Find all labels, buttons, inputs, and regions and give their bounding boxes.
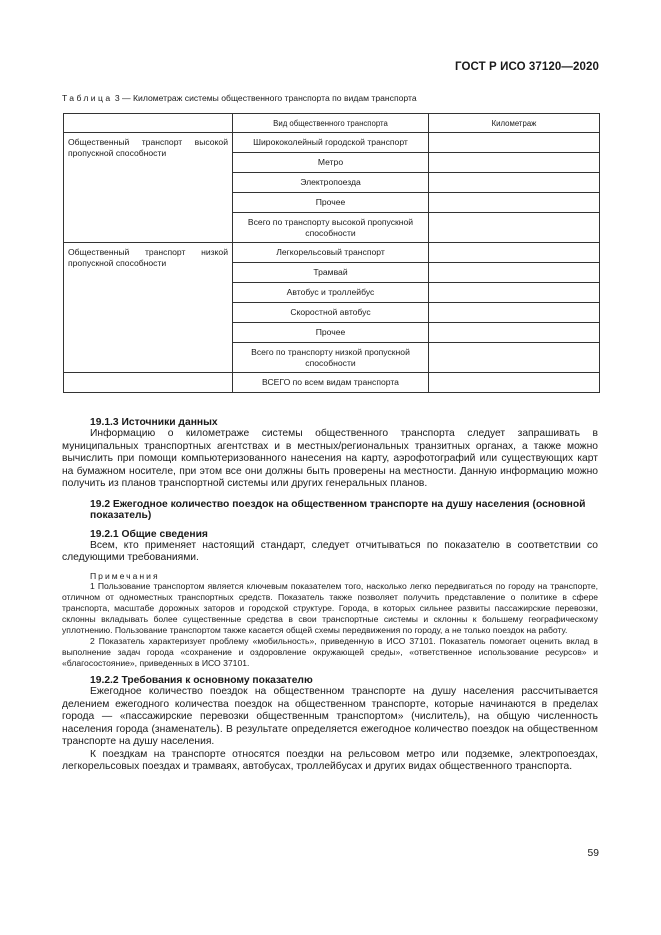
total-label-cell: ВСЕГО по всем видам транспорта [233,373,429,393]
header-mileage: Километраж [429,114,600,133]
group-high-capacity: Общественный транспорт высокой пропускной способности [64,133,233,243]
paragraph-data-sources: Информацию о километраже системы общественного транспорта следует запрашивать в муниципальных транспортных агентствах и в местных/региональных транзитных органах, а также можно вычислить при помощи компьютеризованного нанесения на карту, аэрофотографий или существующих карт на бумажном носителе, при этом все они должны быть проверены на местности. Данную информацию можно получить из планов транспортной системы или других генеральных планов. [62,428,598,489]
mileage-cell [429,173,600,193]
table-caption-prefix: Таблица [62,93,113,103]
table-caption-text: 3 — Километраж системы общественного транспорта по видам транспорта [112,93,417,103]
mileage-cell [429,133,600,153]
document-id: ГОСТ Р ИСО 37120—2020 [454,61,599,73]
table-caption [62,93,417,103]
transport-type-cell: Прочее [233,193,429,213]
mileage-cell [429,193,600,213]
transport-type-cell: Всего по транспорту высокой пропускной способности [233,213,429,243]
mileage-cell [429,283,600,303]
notes [62,581,598,670]
transport-type-cell: Легкорельсовый транспорт [233,243,429,263]
heading-19-2-1: 19.2.1 Общие сведения [90,528,208,540]
table-row [64,243,600,263]
mileage-cell [429,343,600,373]
transport-type-cell: Скоростной автобус [233,303,429,323]
note-2: 2 Показатель характеризует проблему «мобильность», приведенную в ИСО 37101. Показатель помогает оценить вклад в выполнение задач города «сохранение и оздоровление окружающей среды», «ответственное использование ресурсов» и «благосостояние», приведенных в ИСО 37101. [62,635,598,669]
transport-type-cell: Метро [233,153,429,173]
table-header-row [64,114,600,133]
transport-type-cell: Автобус и троллейбус [233,283,429,303]
mileage-cell [429,213,600,243]
table-row [64,133,600,153]
header-transport-type: Вид общественного транспорта [233,114,429,133]
heading-19-2-2: 19.2.2 Требования к основному показателю [90,675,313,687]
heading-19-1-3: 19.1.3 Источники данных [90,417,218,428]
body-text [62,417,598,774]
paragraph-requirements-2: К поездкам на транспорте относятся поездки на рельсовом метро или подземке, электропоездах, легкорельсовых поездах и трамваях, автобусах, троллейбусах и других видах общественного транспорта. [62,748,598,773]
mileage-cell [429,243,600,263]
total-mileage-cell [429,373,600,393]
heading-19-2: 19.2 Ежегодное количество поездок на общественном транспорте на душу населения (основной показатель) [90,498,586,521]
mileage-table [63,113,600,393]
transport-type-cell: Трамвай [233,263,429,283]
header-empty-cell [64,114,233,133]
notes-title: Примечания [90,570,160,581]
transport-type-cell: Прочее [233,323,429,343]
transport-type-cell: Ширококолейный городской транспорт [233,133,429,153]
mileage-cell [429,303,600,323]
group-low-capacity: Общественный транспорт низкой пропускной способности [64,243,233,373]
transport-type-cell: Электропоезда [233,173,429,193]
mileage-cell [429,153,600,173]
transport-type-cell: Всего по транспорту низкой пропускной способности [233,343,429,373]
table-total-row [64,373,600,393]
mileage-cell [429,263,600,283]
mileage-cell [429,323,600,343]
total-empty-cell [64,373,233,393]
paragraph-requirements-1: Ежегодное количество поездок на общественном транспорте на душу населения рассчитывается делением ежегодного количества поездок на общественном транспорте, которые начинаются в пределах города — «пассажирские перевозки общественным транспортом» (числитель), на общую численность населения города (знаменатель). В результате определяется ежегодное количество поездок на общественном транспорте на душу населения. [62,686,598,748]
note-1: 1 Пользование транспортом является ключевым показателем того, насколько легко передвигаться по городу на транспорте, отличном от одноместных транспортных средств. Показатель также позволяет получить представление о политике в сфере транспорта, масштабе дорожных заторов и городской структуре. Города, в которых сильнее развиты пассажирские перевозки, склонны вкладывать более существенные средства в свои транспортные системы и склонны к большему географическому уплотнению. Пользование транспортом также касается общей схемы передвижения по городу, а не только поездок на работу. [62,580,598,635]
paragraph-general: Всем, кто применяет настоящий стандарт, следует отчитываться по показателю в соответствии со следующими требованиями. [62,539,598,563]
page-number: 59 [587,848,599,859]
